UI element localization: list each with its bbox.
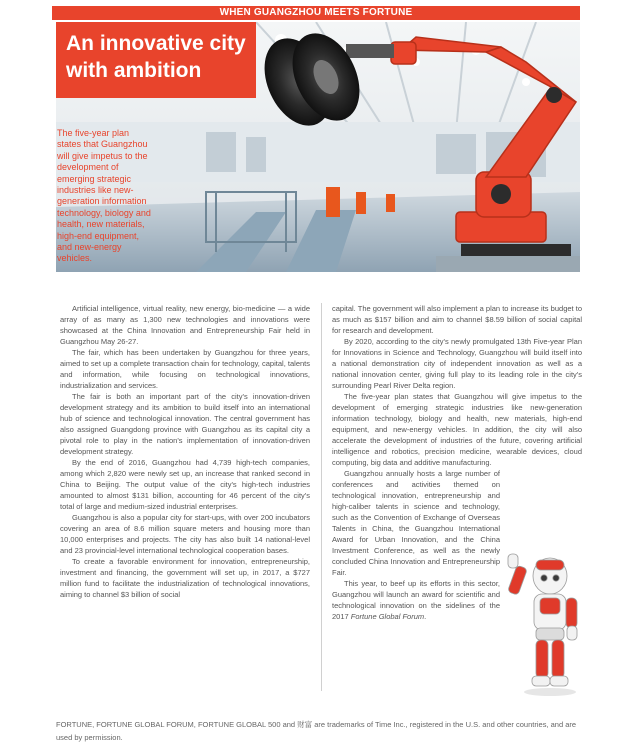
body-paragraph: Guangzhou annually hosts a large number of conferences and activities themed on technological innovation, entrepreneurship and high-caliber talents in science and technology, such as the Convention of Exchange of Overseas Talents in China, the Guangzhou International Award for Urban Innovation, and the China Investment Conference, as well as the newly concluded China Innovation and Entrepreneurship Fair. [332, 469, 500, 577]
body-paragraph-continued: capital. The government will also implement a plan to increase its budget to as much as $157 billion and aim to channel $8.59 billion of social capital for research and development. [332, 304, 582, 335]
body-paragraph-last [332, 578, 500, 622]
forum-name-italic: Fortune Global Forum [350, 612, 425, 621]
body-paragraph: By 2020, according to the city's newly promulgated 13th Five-year Plan for Innovations in Science and Technology, Guangzhou will build itself into a national demonstration city of independent innovation as well as a national innovation center, giving full play to its leading role in the city's surrounding Pearl River Delta region. [332, 337, 582, 390]
body-paragraph: The fair, which has been undertaken by Guangzhou for three years, aimed to set up a complete transaction chain for technology, capital, talents and information, while focusing on technological innovations, industrialization and services. [60, 348, 310, 390]
section-banner: WHEN GUANGZHOU MEETS FORTUNE [52, 6, 580, 20]
article-title-line-1: An innovative city [66, 32, 246, 55]
trademark-footer: FORTUNE, FORTUNE GLOBAL FORUM, FORTUNE GLOBAL 500 and 财富 are trademarks of Time Inc., registered in the U.S. and other countries, and are used by permission. [56, 720, 577, 742]
article-title-line-2: with ambition [66, 59, 202, 82]
article-title-card [56, 22, 256, 98]
body-paragraph: Guangzhou is also a popular city for start-ups, with over 200 incubators covering an area of 8.6 million square meters and housing more than 10,000 enterprises and projects. The city has also built 14 national-level and 23 provincial-level international technological cooperation bases. [60, 513, 310, 555]
body-column-left [60, 303, 310, 600]
last-paragraph-end: . [424, 612, 427, 621]
humanoid-robot-image [506, 548, 588, 698]
column-divider [321, 303, 322, 691]
body-paragraph: The fair is both an important part of the city's innovation-driven development strategy and its ambition to build itself into an international hub of science and technological innovation. The central government has also assigned Guangdong province with Guangzhou as its capital city a pivotal role to play in the nation's implementation of innovation-driven development strategy. [60, 392, 310, 456]
last-paragraph-lead: This year, to beef up its efforts in this sector, Guangzhou will launch an award for scientific and technological innovation on the sidelines of the 2017 [332, 579, 500, 621]
body-paragraph: By the end of 2016, Guangzhou had 4,739 high-tech companies, among which 2,820 were newly set up, an increase that ranked second in China to Beijing. The output value of the city's high-tech industries amounted to almost $131 billion, accounting for 46 percent of the city's total of large and medium-sized industrial enterprises. [60, 458, 310, 511]
body-paragraph: To create a favorable environment for innovation, entrepreneurship, investment and financing, the government will set up, in 2017, a $727 million fund to facilitate the industrialization of technological innovations, aiming to channel $3 billion of social [60, 557, 310, 599]
body-paragraph: Artificial intelligence, virtual reality, new energy, bio-medicine — a wide array of as many as 1,300 new technologies and innovations were showcased at the China Innovation and Entrepreneurship Fair held in Guangzhou May 26-27. [60, 304, 310, 346]
body-paragraph: The five-year plan states that Guangzhou will give impetus to the development of emerging strategic industries like new-generation information technology, biology and health, new materials, high-end equipment, and new-energy vehicles. In addition, the city will also accelerate the development of industries of the future, covering artificial intelligence and robotics, precision medicine, wearable devices, cloud computing, big data and additive manufacturing. [332, 392, 582, 467]
pull-quote: The five-year plan states that Guangzhou will give impetus to the development of emerging strategic industries like new-generation information technology, biology and health, new materials, high-end equipment, and new-energy vehicles. [57, 128, 151, 264]
